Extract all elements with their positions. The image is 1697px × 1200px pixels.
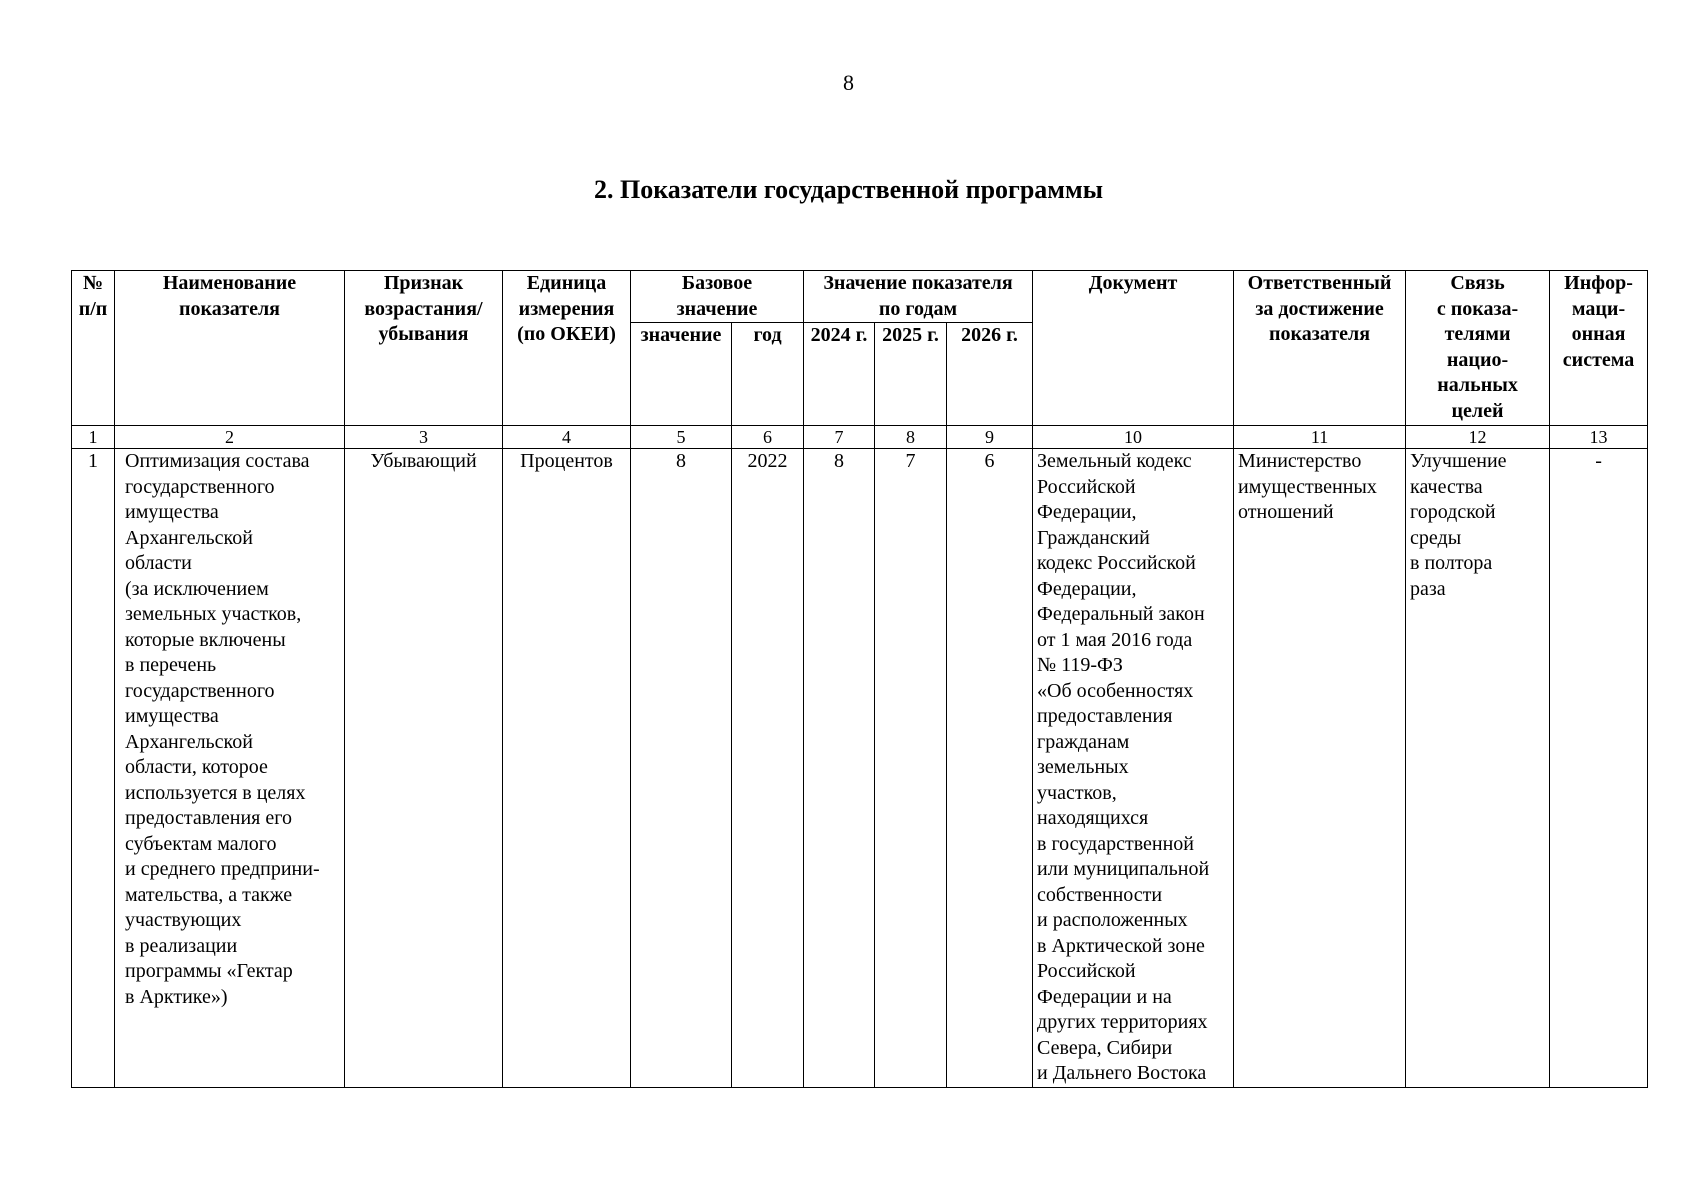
column-number: 6 [732, 426, 804, 449]
cell-base-year: 2022 [732, 449, 804, 1088]
header-name: Наименование показателя [115, 271, 345, 426]
header-sign: Признак возрастания/ убывания [345, 271, 503, 426]
cell-name: Оптимизация состава государственного имущества Архангельской области (за исключением земельных участков, которые включены в перечень государственного имущества Архангельской области, которое используется в целях предоставления его субъектам малого и среднего предприни- мательства, а также участвующих в реализации программы «Гектар в Арктике») [115, 449, 345, 1088]
cell-sign: Убывающий [345, 449, 503, 1088]
header-link: Связь с показа- телями нацио- нальных целей [1406, 271, 1550, 426]
column-number: 10 [1033, 426, 1234, 449]
header-unit: Единица измерения (по ОКЕИ) [503, 271, 631, 426]
header-base-group: Базовое значение [631, 271, 804, 323]
column-number: 1 [72, 426, 115, 449]
cell-num: 1 [72, 449, 115, 1088]
header-responsible: Ответственный за достижение показателя [1234, 271, 1406, 426]
column-number: 13 [1550, 426, 1648, 449]
indicators-table [71, 270, 1648, 1088]
table-row [72, 449, 1648, 1088]
cell-year-2026: 6 [947, 449, 1033, 1088]
section-title: 2. Показатели государственной программы [593, 175, 1104, 204]
header-num: № п/п [72, 271, 115, 426]
column-number: 11 [1234, 426, 1406, 449]
cell-unit: Процентов [503, 449, 631, 1088]
column-number: 12 [1406, 426, 1550, 449]
column-number: 2 [115, 426, 345, 449]
page-number: 8 [843, 70, 854, 95]
column-number: 4 [503, 426, 631, 449]
cell-document: Земельный кодекс Российской Федерации, Гражданский кодекс Российской Федерации, Федеральный закон от 1 мая 2016 года № 119-ФЗ «Об особенностях предоставления гражданам земельных участков, находящихся в государственной или муниципальной собственности и расположенных в Арктической зоне Российской Федерации и на других территориях Севера, Сибири и Дальнего Востока [1033, 449, 1234, 1088]
column-number: 8 [875, 426, 947, 449]
cell-info-system: - [1550, 449, 1648, 1088]
column-number: 7 [804, 426, 875, 449]
column-number: 3 [345, 426, 503, 449]
cell-responsible: Министерство имущественных отношений [1234, 449, 1406, 1088]
header-year-2026: 2026 г. [947, 323, 1033, 426]
column-number: 9 [947, 426, 1033, 449]
cell-year-2024: 8 [804, 449, 875, 1088]
column-number: 5 [631, 426, 732, 449]
table-header-row [72, 271, 1648, 323]
header-document: Документ [1033, 271, 1234, 426]
header-years-group: Значение показателя по годам [804, 271, 1033, 323]
column-numbers-row [72, 426, 1648, 449]
header-year-2024: 2024 г. [804, 323, 875, 426]
header-year-2025: 2025 г. [875, 323, 947, 426]
cell-link: Улучшение качества городской среды в полтора раза [1406, 449, 1550, 1088]
cell-year-2025: 7 [875, 449, 947, 1088]
header-info-system: Инфор- маци- онная система [1550, 271, 1648, 426]
header-base-year: год [732, 323, 804, 426]
cell-base-value: 8 [631, 449, 732, 1088]
header-base-value: значение [631, 323, 732, 426]
